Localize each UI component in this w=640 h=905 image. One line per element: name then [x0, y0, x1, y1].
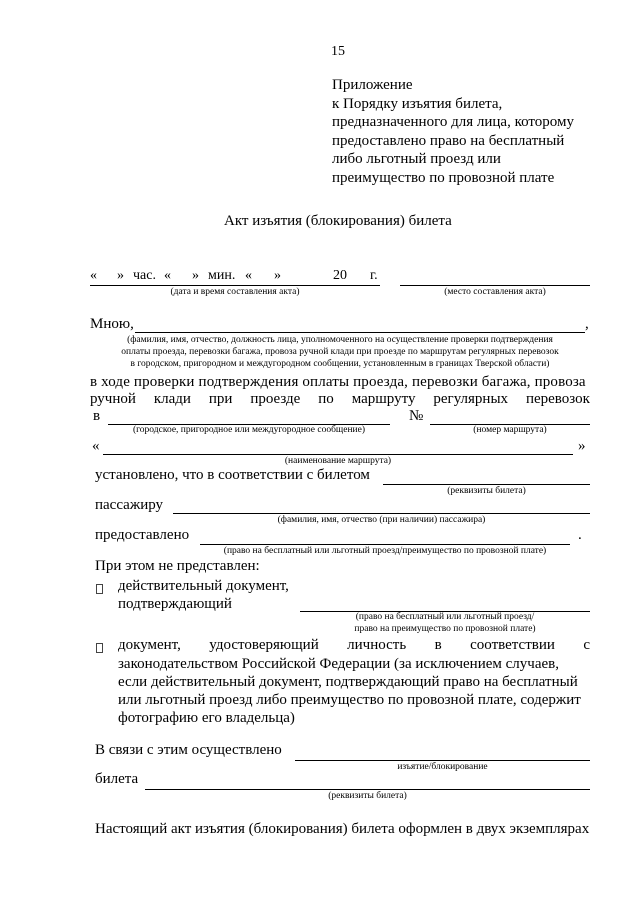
item2-line2: законодательством Российской Федерации (за исключением случаев, [118, 656, 559, 672]
route-number-caption: (номер маршрута) [473, 425, 547, 435]
hour-label: час. [133, 268, 156, 283]
official-caption [90, 334, 590, 370]
route-name-underline[interactable] [103, 454, 573, 455]
caption-line: в городском, пригородном и междугородном сообщении, установленным в границах Тверской области) [130, 359, 550, 369]
ticket-details-underline[interactable] [383, 484, 590, 485]
granted-underline[interactable] [200, 544, 570, 545]
official-underline[interactable] [135, 332, 585, 333]
word: регулярных [433, 391, 509, 407]
word: ручной [90, 391, 136, 407]
caption-line: оплаты проезда, перевозки багажа, провоза ручной клади при проезде по маршрутам регулярных перевозок [121, 347, 559, 357]
caption-line: (фамилия, имя, отчество, должность лица, уполномоченного на осуществление проверки подтверждения [127, 335, 553, 345]
word: удостоверяющий [209, 637, 319, 653]
word: по [318, 391, 334, 407]
quote-open-hour: « [164, 268, 171, 283]
in-label: в [93, 408, 101, 424]
document-title: Акт изъятия (блокирования) билета [224, 213, 452, 229]
appendix-line: к Порядку изъятия билета, [332, 95, 503, 112]
quote-open-day: « [90, 268, 97, 283]
item2-line5: фотографию его владельца) [118, 710, 295, 726]
item2-line3: если действительный документ, подтверждающий право на бесплатный [118, 674, 578, 690]
document-checkbox-2[interactable] [96, 643, 103, 653]
by-me-comma: , [585, 316, 589, 332]
place-underline[interactable] [400, 285, 590, 286]
item2-line4: или льготный проезд либо преимущество по провозной плате, содержит [118, 692, 581, 708]
ticket-label: билета [95, 771, 139, 787]
date-caption: (дата и время составления акта) [170, 287, 300, 297]
item1-line1: действительный документ, [118, 578, 289, 594]
word: в [434, 637, 442, 653]
route-quote-close: » [578, 438, 586, 454]
ticket-caption: (реквизиты билета) [328, 791, 407, 801]
seizure-caption: изъятие/блокирование [397, 762, 488, 772]
item1-line2: подтверждающий [118, 596, 232, 612]
word: проезде [250, 391, 301, 407]
date-underline[interactable] [90, 285, 380, 286]
word: клади [153, 391, 191, 407]
right-caption-1: (право на бесплатный или льготный проезд/ [355, 612, 535, 622]
word: личность [347, 637, 407, 653]
appendix-line: предназначенного для лица, которому [332, 114, 574, 131]
year-prefix: 20 [333, 268, 347, 283]
number-sign: № [409, 408, 424, 424]
granted-label: предоставлено [95, 527, 190, 543]
not-presented-heading: При этом не представлен: [95, 558, 260, 574]
appendix-line: предоставлено право на бесплатный [332, 132, 565, 149]
word: с [583, 637, 590, 653]
quote-close-month: » [274, 268, 281, 283]
word: документ, [118, 637, 181, 653]
document-checkbox-1[interactable] [96, 584, 103, 594]
connection-caption: (городское, пригородное или междугородное сообщение) [132, 425, 366, 435]
quote-close-hour: » [192, 268, 199, 283]
established-label: установлено, что в соответствии с билетом [95, 467, 370, 483]
ticket-details-caption: (реквизиты билета) [447, 486, 526, 496]
passenger-label: пассажиру [95, 497, 164, 513]
word: маршруту [351, 391, 416, 407]
item2-line1 [118, 637, 590, 654]
page-number: 15 [331, 44, 345, 59]
year-suffix: г. [370, 268, 378, 283]
granted-caption: (право на бесплатный или льготный проезд/преимущество по провозной плате) [223, 546, 547, 556]
right-caption-2: право на преимущество по провозной плате) [354, 624, 536, 634]
ticket-underline[interactable] [145, 789, 590, 790]
appendix-line: преимущество по провозной плате [332, 169, 555, 186]
connection-label: В связи с этим осуществлено [95, 742, 282, 758]
final-statement: Настоящий акт изъятия (блокирования) билета оформлен в двух экземплярах [95, 821, 590, 837]
quote-close-day: » [117, 268, 124, 283]
appendix-line: либо льготный проезд или [332, 151, 501, 168]
appendix-block [332, 76, 574, 188]
word: при [208, 391, 233, 407]
granted-dot: . [578, 527, 582, 543]
place-caption: (место составления акта) [444, 287, 546, 297]
by-me-label: Мною, [90, 316, 134, 332]
word: соответствии [470, 637, 555, 653]
check-line-2 [90, 391, 590, 408]
passenger-underline[interactable] [173, 513, 590, 514]
route-name-caption: (наименование маршрута) [284, 456, 392, 466]
seizure-underline[interactable] [295, 760, 590, 761]
appendix-line: Приложение [332, 77, 413, 93]
word: перевозок [525, 391, 590, 407]
minute-label: мин. [208, 268, 236, 283]
quote-open-month: « [245, 268, 252, 283]
passenger-caption: (фамилия, имя, отчество (при наличии) пассажира) [277, 515, 486, 525]
route-quote-open: « [92, 438, 100, 454]
check-line-1: в ходе проверки подтверждения оплаты проезда, перевозки багажа, провоза [90, 374, 586, 390]
